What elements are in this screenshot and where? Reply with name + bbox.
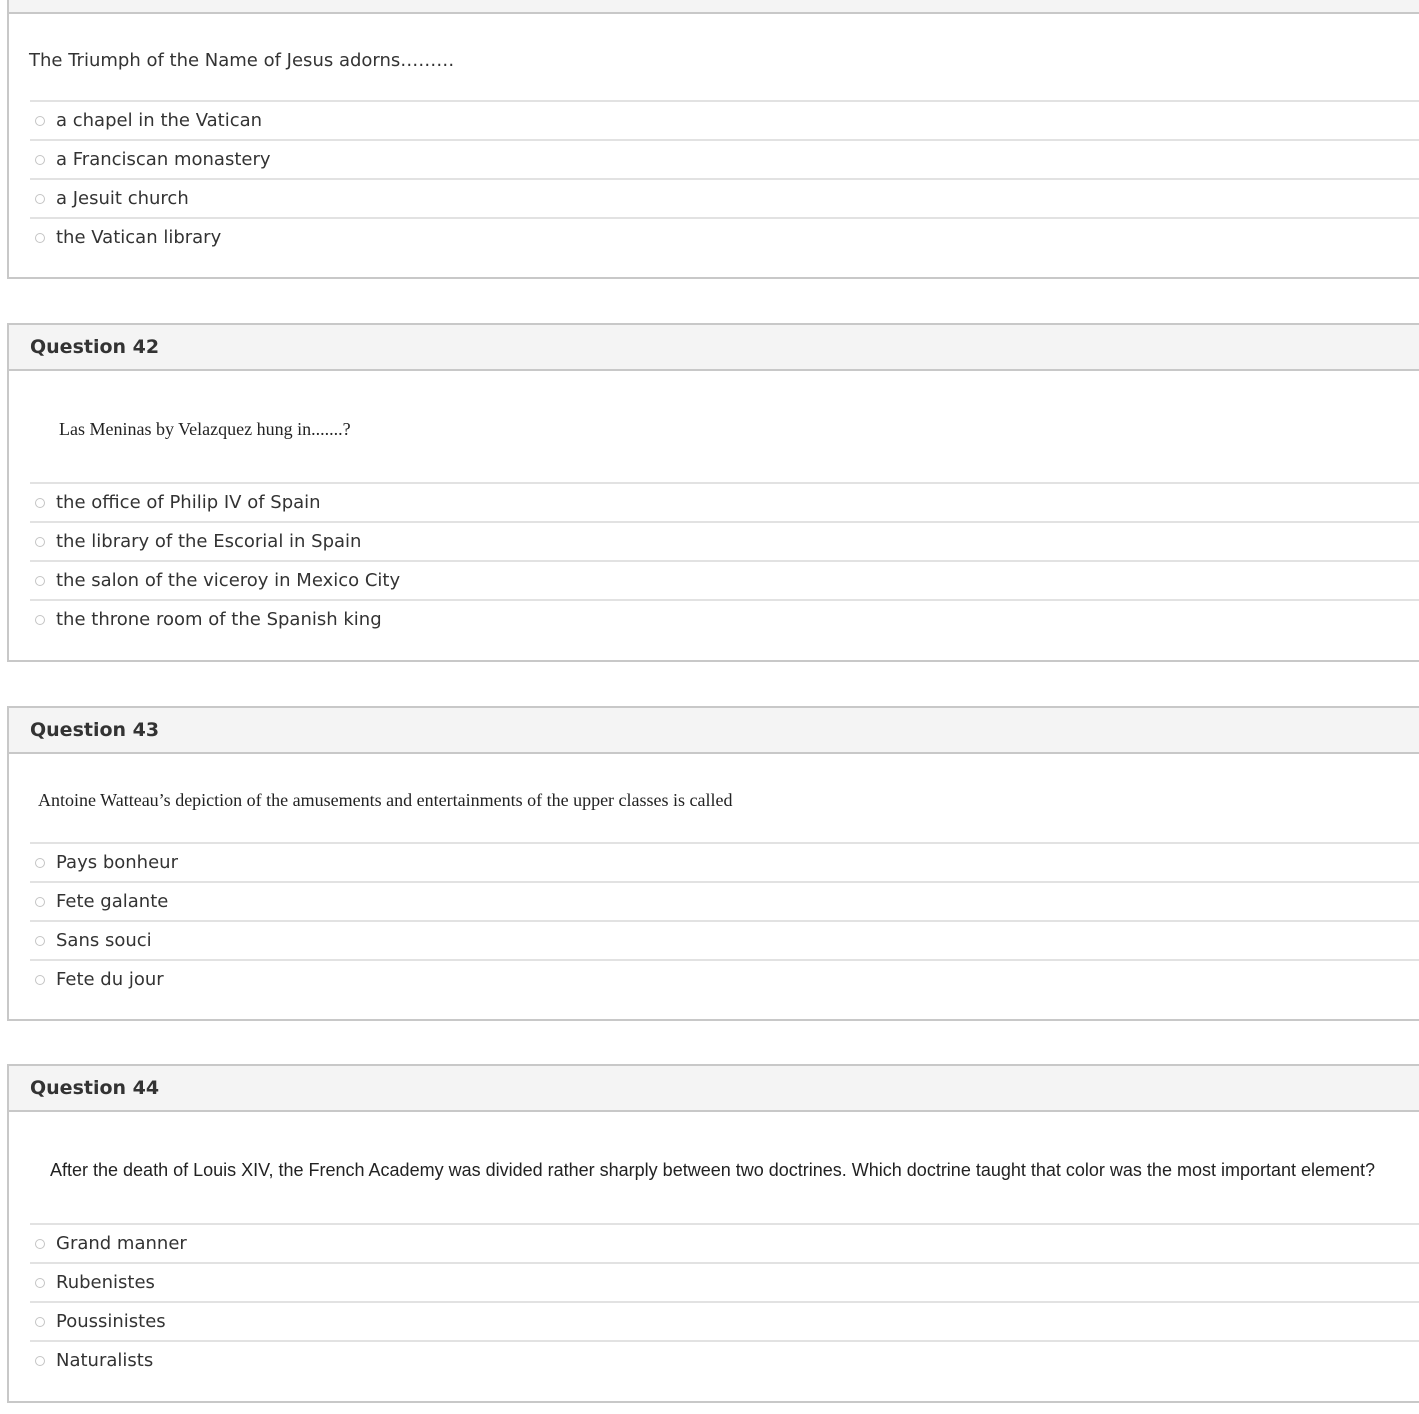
answer-label: a Franciscan monastery (56, 149, 271, 170)
answer-option[interactable] (30, 217, 1419, 256)
question-prompt: The Triumph of the Name of Jesus adorns……… (29, 50, 455, 71)
question-header (9, 1066, 1419, 1112)
answer-list (30, 482, 1419, 638)
radio-icon[interactable] (35, 897, 45, 907)
answer-list (30, 1223, 1419, 1379)
answer-label: a Jesuit church (56, 188, 189, 209)
answer-label: the salon of the viceroy in Mexico City (56, 570, 401, 591)
question-title: Question 42 (30, 336, 160, 358)
question-header (9, 0, 1419, 14)
question-prompt: Antoine Watteau’s depiction of the amusements and entertainments of the upper classes is called (38, 790, 733, 810)
answer-list (30, 100, 1419, 256)
question-title: Question 44 (30, 1077, 160, 1099)
radio-icon[interactable] (35, 194, 45, 204)
radio-icon[interactable] (35, 1317, 45, 1327)
radio-icon[interactable] (35, 155, 45, 165)
question-header (9, 708, 1419, 754)
answer-option[interactable] (30, 599, 1419, 638)
answer-label: the library of the Escorial in Spain (56, 531, 362, 552)
answer-option[interactable] (30, 842, 1419, 881)
question-prompt: After the death of Louis XIV, the French Academy was divided rather sharply between two doctrines. Which doctrine taught that color was the most important element? (50, 1160, 1376, 1180)
radio-icon[interactable] (35, 116, 45, 126)
radio-icon[interactable] (35, 615, 45, 625)
answer-label: the Vatican library (56, 227, 222, 248)
answer-option[interactable] (30, 482, 1419, 521)
answer-option[interactable] (30, 1223, 1419, 1262)
answer-label: Fete du jour (56, 969, 164, 990)
answer-option[interactable] (30, 881, 1419, 920)
answer-option[interactable] (30, 920, 1419, 959)
question-header (9, 325, 1419, 371)
radio-icon[interactable] (35, 498, 45, 508)
question-41 (7, 0, 1419, 279)
radio-icon[interactable] (35, 936, 45, 946)
radio-icon[interactable] (35, 1239, 45, 1249)
radio-icon[interactable] (35, 858, 45, 868)
question-44 (7, 1064, 1419, 1403)
question-prompt: Las Meninas by Velazquez hung in.......? (59, 419, 351, 439)
answer-option[interactable] (30, 959, 1419, 998)
answer-list (30, 842, 1419, 998)
answer-option[interactable] (30, 178, 1419, 217)
answer-label: Pays bonheur (56, 852, 178, 873)
question-43 (7, 706, 1419, 1021)
answer-label: Naturalists (56, 1350, 154, 1371)
answer-label: Rubenistes (56, 1272, 155, 1293)
answer-label: Grand manner (56, 1233, 187, 1254)
radio-icon[interactable] (35, 233, 45, 243)
answer-label: Sans souci (56, 930, 152, 951)
radio-icon[interactable] (35, 537, 45, 547)
radio-icon[interactable] (35, 975, 45, 985)
answer-label: Fete galante (56, 891, 169, 912)
answer-option[interactable] (30, 1301, 1419, 1340)
answer-option[interactable] (30, 1340, 1419, 1379)
radio-icon[interactable] (35, 576, 45, 586)
answer-label: the office of Philip IV of Spain (56, 492, 321, 513)
answer-option[interactable] (30, 139, 1419, 178)
question-42 (7, 323, 1419, 662)
answer-label: Poussinistes (56, 1311, 166, 1332)
radio-icon[interactable] (35, 1278, 45, 1288)
answer-option[interactable] (30, 521, 1419, 560)
answer-option[interactable] (30, 560, 1419, 599)
answer-option[interactable] (30, 100, 1419, 139)
radio-icon[interactable] (35, 1356, 45, 1366)
question-title: Question 43 (30, 719, 160, 741)
answer-option[interactable] (30, 1262, 1419, 1301)
answer-label: a chapel in the Vatican (56, 110, 263, 131)
answer-label: the throne room of the Spanish king (56, 609, 382, 630)
